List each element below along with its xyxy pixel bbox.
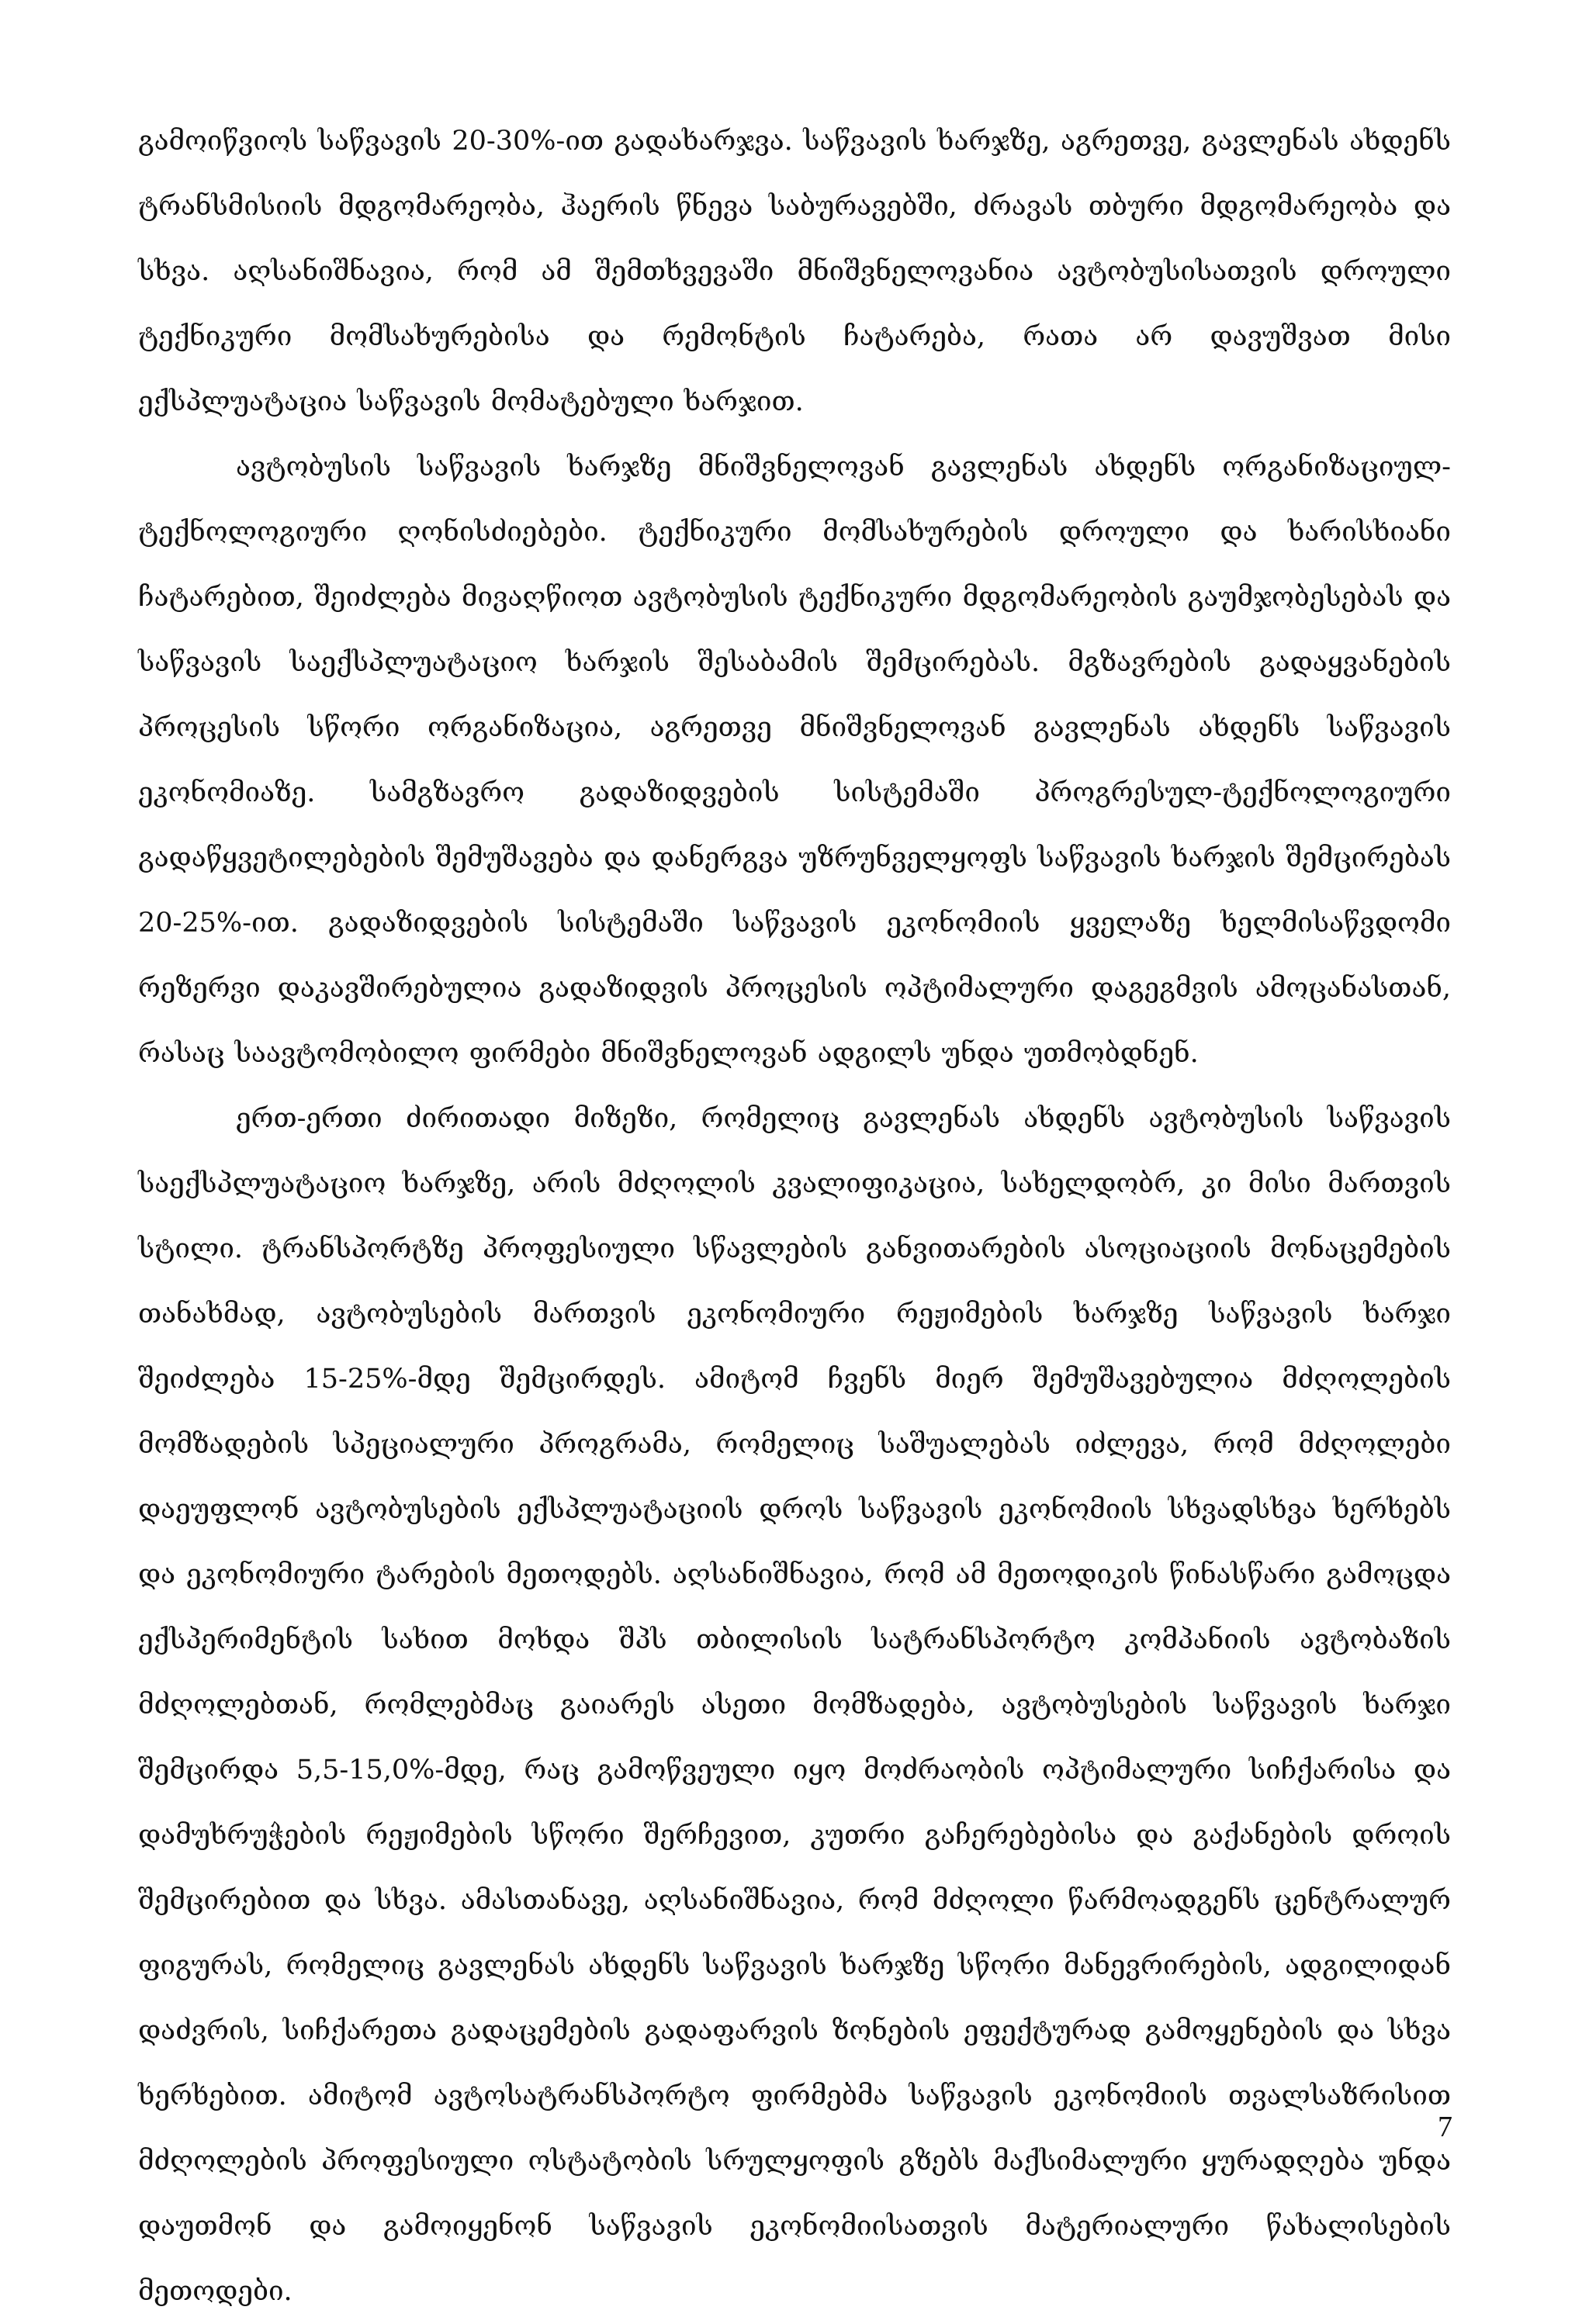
- document-body: [138, 109, 1451, 2324]
- paragraph-continuation: გამოიწვიოს საწვავის 20-30%-ით გადახარჯვა. საწვავის ხარჯზე, აგრეთვე, გავლენას ახდენს ტრანსმისიის მდგომარეობა, ჰაერის წნევა საბურავებში, ძრავას თბური მდგომარეობა და სხვა. აღსანიშნავია, რომ ამ შემთხვევაში მნიშვნელოვანია ავტობუსისათვის დროული ტექნიკური მომსახურებისა და რემონტის ჩატარება, რათა არ დავუშვათ მისი ექსპლუატაცია საწვავის მომატებული ხარჯით.: [138, 126, 1451, 417]
- paragraph-driver-qualification: ერთ-ერთი ძირითადი მიზეზი, რომელიც გავლენას ახდენს ავტობუსის საწვავის საექსპლუატაციო ხარჯზე, არის მძღოლის კვალიფიკაცია, სახელდობრ, კი მისი მართვის სტილი. ტრანსპორტზე პროფესიული სწავლების განვითარების ასოციაციის მონაცემების თანახმად, ავტობუსების მართვის ეკონომიური რეჟიმების ხარჯზე საწვავის ხარჯი შეიძლება 15-25%-მდე შემცირდეს. ამიტომ ჩვენს მიერ შემუშავებულია მძღოლების მომზადების სპეციალური პროგრამა, რომელიც საშუალებას იძლევა, რომ მძღოლები დაეუფლონ ავტობუსების ექსპლუატაციის დროს საწვავის ეკონომიის სხვადსხვა ხერხებს და ეკონომიური ტარების მეთოდებს. აღსანიშნავია, რომ ამ მეთოდიკის წინასწარი გამოცდა ექსპერიმენტის სახით მოხდა შპს თბილისის სატრანსპორტო კომპანიის ავტობაზის მძღოლებთან, რომლებმაც გაიარეს ასეთი მომზადება, ავტობუსების საწვავის ხარჯი შემცირდა 5,5-15,0%-მდე, რაც გამოწვეული იყო მოძრაობის ოპტიმალური სიჩქარისა და დამუხრუჭების რეჟიმების სწორი შერჩევით, კუთრი გაჩერებებისა და გაქანების დროის შემცირებით და სხვა. ამასთანავე, აღსანიშნავია, რომ მძღოლი წარმოადგენს ცენტრალურ ფიგურას, რომელიც გავლენას ახდენს საწვავის ხარჯზე სწორი მანევრირების, ადგილიდან დაძვრის, სიჩქარეთა გადაცემების გადაფარვის ზონების ეფექტურად გამოყენების და სხვა ხერხებით. ამიტომ ავტოსატრანსპორტო ფირმებმა საწვავის ეკონომიის თვალსაზრისით მძღოლების პროფესიული ოსტატობის სრულყოფის გზებს მაქსიმალური ყურადღება უნდა დაუთმონ და გამოიყენონ საწვავის ეკონომიისათვის მატერიალური წახალისების მეთოდები.: [138, 1103, 1451, 2307]
- paragraph-organizational-measures: ავტობუსის საწვავის ხარჯზე მნიშვნელოვან გავლენას ახდენს ორგანიზაციულ-ტექნოლოგიური ღონისძიებები. ტექნიკური მომსახურების დროული და ხარისხიანი ჩატარებით, შეიძლება მივაღწიოთ ავტობუსის ტექნიკური მდგომარეობის გაუმჯობესებას და საწვავის საექსპლუატაციო ხარჯის შესაბამის შემცირებას. მგზავრების გადაყვანების პროცესის სწორი ორგანიზაცია, აგრეთვე მნიშვნელოვან გავლენას ახდენს საწვავის ეკონომიაზე. სამგზავრო გადაზიდვების სისტემაში პროგრესულ-ტექნოლოგიური გადაწყვეტილებების შემუშავება და დანერგვა უზრუნველყოფს საწვავის ხარჯის შემცირებას 20-25%-ით. გადაზიდვების სისტემაში საწვავის ეკონომიის ყველაზე ხელმისაწვდომი რეზერვი დაკავშირებულია გადაზიდვის პროცესის ოპტიმალური დაგეგმვის ამოცანასთან, რასაც საავტომობილო ფირმები მნიშვნელოვან ადგილს უნდა უთმობდნენ.: [138, 451, 1451, 1069]
- page-number: 7: [1438, 2111, 1452, 2143]
